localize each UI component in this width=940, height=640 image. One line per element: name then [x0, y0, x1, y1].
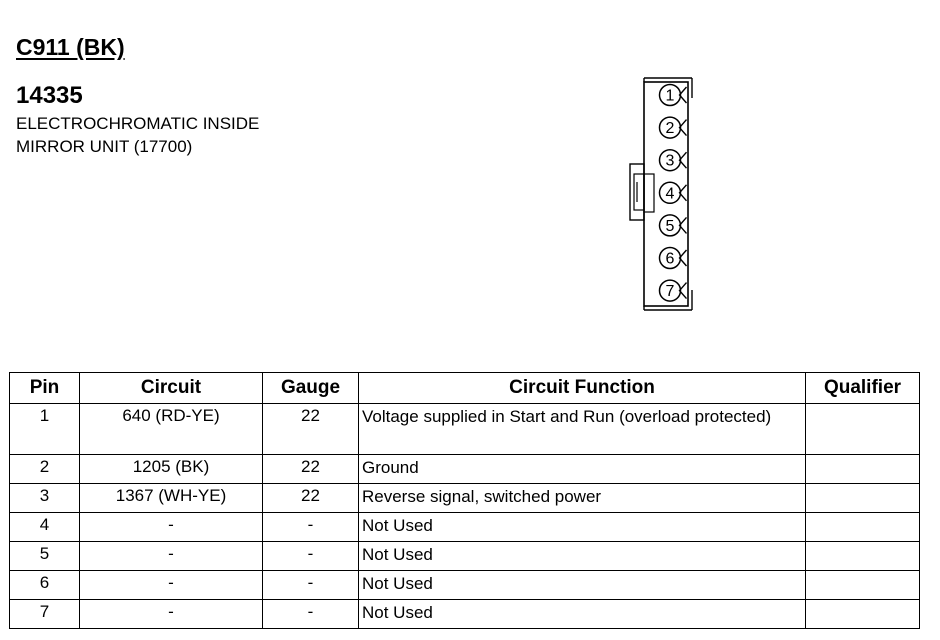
- cell-gauge: 22: [263, 404, 359, 455]
- cell-pin: 2: [10, 455, 80, 484]
- pin-cavity-1: [660, 85, 687, 106]
- cell-pin: 7: [10, 600, 80, 629]
- cell-qualifier: [806, 600, 920, 629]
- table-row: [10, 404, 920, 455]
- connector-face-drawing: [600, 70, 710, 315]
- pin-cavity-4: [660, 182, 687, 203]
- table-row: [10, 513, 920, 542]
- pin-number-label: 4: [665, 185, 675, 203]
- cell-qualifier: [806, 571, 920, 600]
- cell-circuit: -: [80, 542, 263, 571]
- connector-id: C911 (BK): [16, 34, 125, 60]
- table-row: [10, 484, 920, 513]
- cell-function: Reverse signal, switched power: [359, 484, 806, 513]
- cell-function: Not Used: [359, 571, 806, 600]
- cell-circuit: 640 (RD-YE): [80, 404, 263, 455]
- part-description: [16, 112, 259, 158]
- cell-gauge: 22: [263, 455, 359, 484]
- cell-qualifier: [806, 513, 920, 542]
- header-gauge: Gauge: [263, 373, 359, 404]
- table-row: [10, 455, 920, 484]
- table-header-row: [10, 373, 920, 404]
- header-circuit: Circuit: [80, 373, 263, 404]
- part-description-line-1: ELECTROCHROMATIC INSIDE: [16, 114, 260, 133]
- cell-pin: 1: [10, 404, 80, 455]
- cell-gauge: -: [263, 600, 359, 629]
- pin-cavity-2: [660, 117, 687, 138]
- cell-function: Not Used: [359, 513, 806, 542]
- header-qualifier: Qualifier: [806, 373, 920, 404]
- part-description-line-2: MIRROR UNIT (17700): [16, 137, 193, 156]
- cell-function: Voltage supplied in Start and Run (overload protected): [359, 404, 806, 455]
- pin-number-label: 5: [665, 217, 675, 235]
- header-pin: Pin: [10, 373, 80, 404]
- cell-circuit: 1205 (BK): [80, 455, 263, 484]
- cell-pin: 3: [10, 484, 80, 513]
- pin-number-label: 6: [665, 250, 675, 268]
- pin-cavity-7: [660, 280, 687, 301]
- cell-gauge: -: [263, 542, 359, 571]
- pin-cavity-3: [660, 150, 687, 171]
- cell-circuit: 1367 (WH-YE): [80, 484, 263, 513]
- header-circuit-function: Circuit Function: [359, 373, 806, 404]
- cell-gauge: -: [263, 513, 359, 542]
- cell-pin: 6: [10, 571, 80, 600]
- pin-number-label: 3: [665, 152, 675, 170]
- pin-cavity-6: [660, 248, 687, 269]
- pin-group: [660, 85, 687, 302]
- pin-number-label: 1: [665, 87, 675, 105]
- cell-circuit: -: [80, 571, 263, 600]
- locking-tab: [630, 164, 654, 220]
- cell-qualifier: [806, 484, 920, 513]
- cell-qualifier: [806, 455, 920, 484]
- cell-function: Not Used: [359, 600, 806, 629]
- cell-function: Not Used: [359, 542, 806, 571]
- pin-cavity-5: [660, 215, 687, 236]
- cell-gauge: -: [263, 571, 359, 600]
- cell-qualifier: [806, 542, 920, 571]
- cell-circuit: -: [80, 513, 263, 542]
- cell-qualifier: [806, 404, 920, 455]
- table-row: [10, 600, 920, 629]
- cell-function: Ground: [359, 455, 806, 484]
- cell-circuit: -: [80, 600, 263, 629]
- pin-number-label: 2: [665, 120, 675, 138]
- pin-number-label: 7: [665, 283, 675, 301]
- cell-pin: 4: [10, 513, 80, 542]
- cell-pin: 5: [10, 542, 80, 571]
- table-row: [10, 571, 920, 600]
- part-number: 14335: [16, 82, 83, 109]
- cell-gauge: 22: [263, 484, 359, 513]
- table-row: [10, 542, 920, 571]
- pinout-table: [9, 372, 920, 629]
